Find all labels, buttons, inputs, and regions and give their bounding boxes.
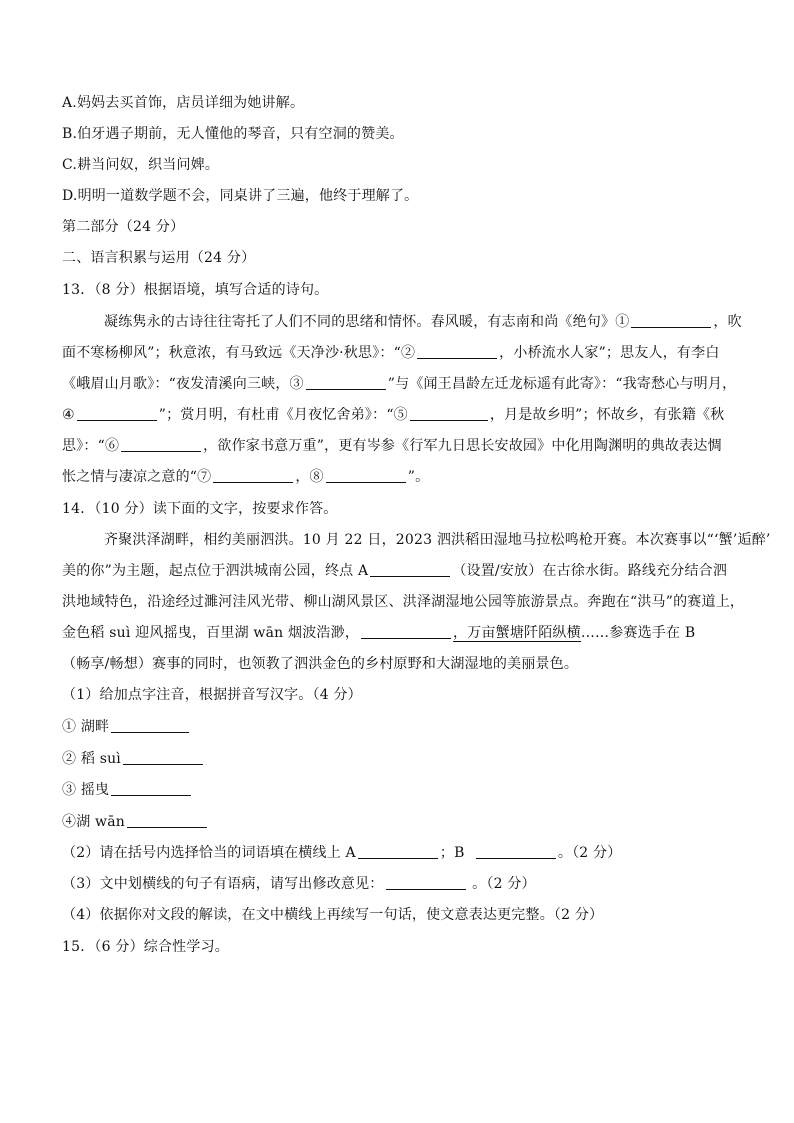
q13-text: ”；赏月明，有杜甫《月夜忆舍弟》：“⑤ bbox=[158, 407, 408, 423]
question-13-title: 13．（8 分）根据语境，填写合适的诗句。 bbox=[62, 282, 329, 298]
item-label: ④湖 wān bbox=[62, 814, 125, 830]
q14-text: （设置/安放）在古徐水街。路线充分结合泗 bbox=[452, 563, 728, 579]
blank-3[interactable] bbox=[306, 375, 386, 390]
option-b: B.伯牙遇子期前，无人懂他的琴音，只有空洞的赞美。 bbox=[62, 126, 404, 142]
blank-4[interactable] bbox=[77, 406, 157, 421]
q13-text: 思》：“⑥ bbox=[62, 438, 120, 454]
blank-1[interactable] bbox=[631, 313, 711, 328]
sub-text: ；B bbox=[439, 845, 465, 861]
question-14-title: 14．（10 分）读下面的文字，按要求作答。 bbox=[62, 501, 338, 517]
q13-text: 《峨眉山月歌》：“夜发清溪向三峡，③ bbox=[62, 376, 304, 392]
q13-line-5 bbox=[62, 436, 738, 456]
option-a: A.妈妈去买首饰，店员详细为她讲解。 bbox=[62, 95, 305, 111]
q13-text: 怅之情与凄凉之意的“⑦ bbox=[62, 469, 212, 485]
q13-text: ，吹 bbox=[713, 314, 742, 330]
q14-sub-4: （4）依据你对文段的解读，在文中横线上再续写一句话，使文意表达更完整。（2 分） bbox=[62, 907, 604, 923]
section-heading: 第二部分（24 分） bbox=[62, 219, 185, 235]
q13-text: ，⑧ bbox=[295, 469, 324, 485]
blank-continuation[interactable] bbox=[361, 624, 451, 639]
blank-sub2-a[interactable] bbox=[358, 844, 438, 859]
blank-sub3[interactable] bbox=[386, 875, 466, 890]
blank-6[interactable] bbox=[121, 437, 201, 452]
answer-blank[interactable] bbox=[127, 813, 207, 828]
q14-line-2 bbox=[62, 561, 738, 581]
blank-sub2-b[interactable] bbox=[476, 844, 556, 859]
q14-line-3: 洪地域特色，沿途经过濉河洼风光带、柳山湖风景区、洪泽湖湿地公园等旅游景点。奔跑在“洪马”的赛道上， bbox=[62, 594, 745, 610]
question-15-title: 15．（6 分）综合性学习。 bbox=[62, 939, 229, 955]
answer-blank[interactable] bbox=[111, 718, 189, 733]
q14-sub-3 bbox=[62, 874, 738, 894]
q14-line-5: （畅享/畅想）赛事的同时，也领教了泗洪金色的乡村原野和大湖湿地的美丽景色。 bbox=[62, 656, 579, 672]
item-label: ② 稻 suì bbox=[62, 751, 121, 767]
q14-item-4 bbox=[62, 812, 738, 832]
q14-line-1: 齐聚洪泽湖畔，相约美丽泗洪。10 月 22 日，2023 泗洪稻田湿地马拉松鸣枪开赛。本次赛事以“‘蟹’逅醉’ bbox=[104, 532, 771, 548]
sub-text: 。（2 分） bbox=[557, 845, 622, 861]
q13-line-6 bbox=[62, 467, 738, 487]
q14-underlined-sentence: ，万亩蟹塘阡陌纵横 bbox=[453, 625, 581, 641]
q13-line-2 bbox=[62, 343, 738, 363]
blank-7[interactable] bbox=[213, 468, 293, 483]
q13-text: ④ bbox=[62, 407, 75, 423]
answer-blank[interactable] bbox=[111, 781, 191, 796]
q13-text: 凝练隽永的古诗往往寄托了人们不同的思绪和情怀。春风暖，有志南和尚《绝句》① bbox=[104, 314, 630, 330]
q13-text: ”。 bbox=[407, 469, 430, 485]
sub-text: 。（2 分） bbox=[472, 876, 536, 892]
q14-item-2 bbox=[62, 749, 738, 769]
q14-item-3 bbox=[62, 780, 738, 800]
item-label: ③ 摇曳 bbox=[62, 782, 110, 798]
q14-sub-2 bbox=[62, 843, 738, 863]
q13-text: ，月是故乡明”；怀故乡，有张籍《秋 bbox=[489, 407, 725, 423]
answer-blank[interactable] bbox=[123, 750, 203, 765]
q13-line-4 bbox=[62, 405, 738, 425]
blank-8[interactable] bbox=[326, 468, 406, 483]
item-label: ① 湖畔 bbox=[62, 719, 110, 735]
q14-item-1 bbox=[62, 717, 738, 737]
q13-text: 面不寒杨柳风”；秋意浓，有马致远《天净沙·秋思》：“② bbox=[62, 345, 416, 361]
blank-5[interactable] bbox=[410, 406, 488, 421]
sub-text: （2）请在括号内选择恰当的词语填在横线上 A bbox=[62, 845, 356, 861]
q14-sub-1: （1）给加点字注音，根据拼音写汉字。（4 分） bbox=[62, 687, 362, 703]
q14-text: ……参赛选手在 B bbox=[580, 625, 696, 641]
sub-text: （3）文中划横线的句子有语病，请写出修改意见： bbox=[62, 876, 384, 892]
q13-line-1 bbox=[104, 312, 742, 332]
option-d: D.明明一道数学题不会，同桌讲了三遍，他终于理解了。 bbox=[62, 188, 419, 204]
blank-a[interactable] bbox=[370, 562, 450, 577]
q14-line-4 bbox=[62, 623, 738, 643]
section-subheading: 二、语言积累与运用（24 分） bbox=[62, 250, 256, 266]
blank-2[interactable] bbox=[417, 344, 497, 359]
q13-text: ，欲作家书意万重”，更有岑参《行军九日思长安故园》中化用陶渊明的典故表达惆 bbox=[203, 438, 722, 454]
q13-text: ”与《闻王昌龄左迁龙标遥有此寄》：“我寄愁心与明月， bbox=[387, 376, 737, 392]
q14-text: 美的你”为主题，起点位于泗洪城南公园，终点 A bbox=[62, 563, 369, 579]
q13-text: ，小桥流水人家”；思友人，有李白 bbox=[499, 345, 720, 361]
q13-line-3 bbox=[62, 374, 738, 394]
option-c: C.耕当问奴，织当问婢。 bbox=[62, 157, 220, 173]
q14-text: 金色稻 suì 迎风摇曳，百里湖 wān 烟波浩渺， bbox=[62, 625, 360, 641]
